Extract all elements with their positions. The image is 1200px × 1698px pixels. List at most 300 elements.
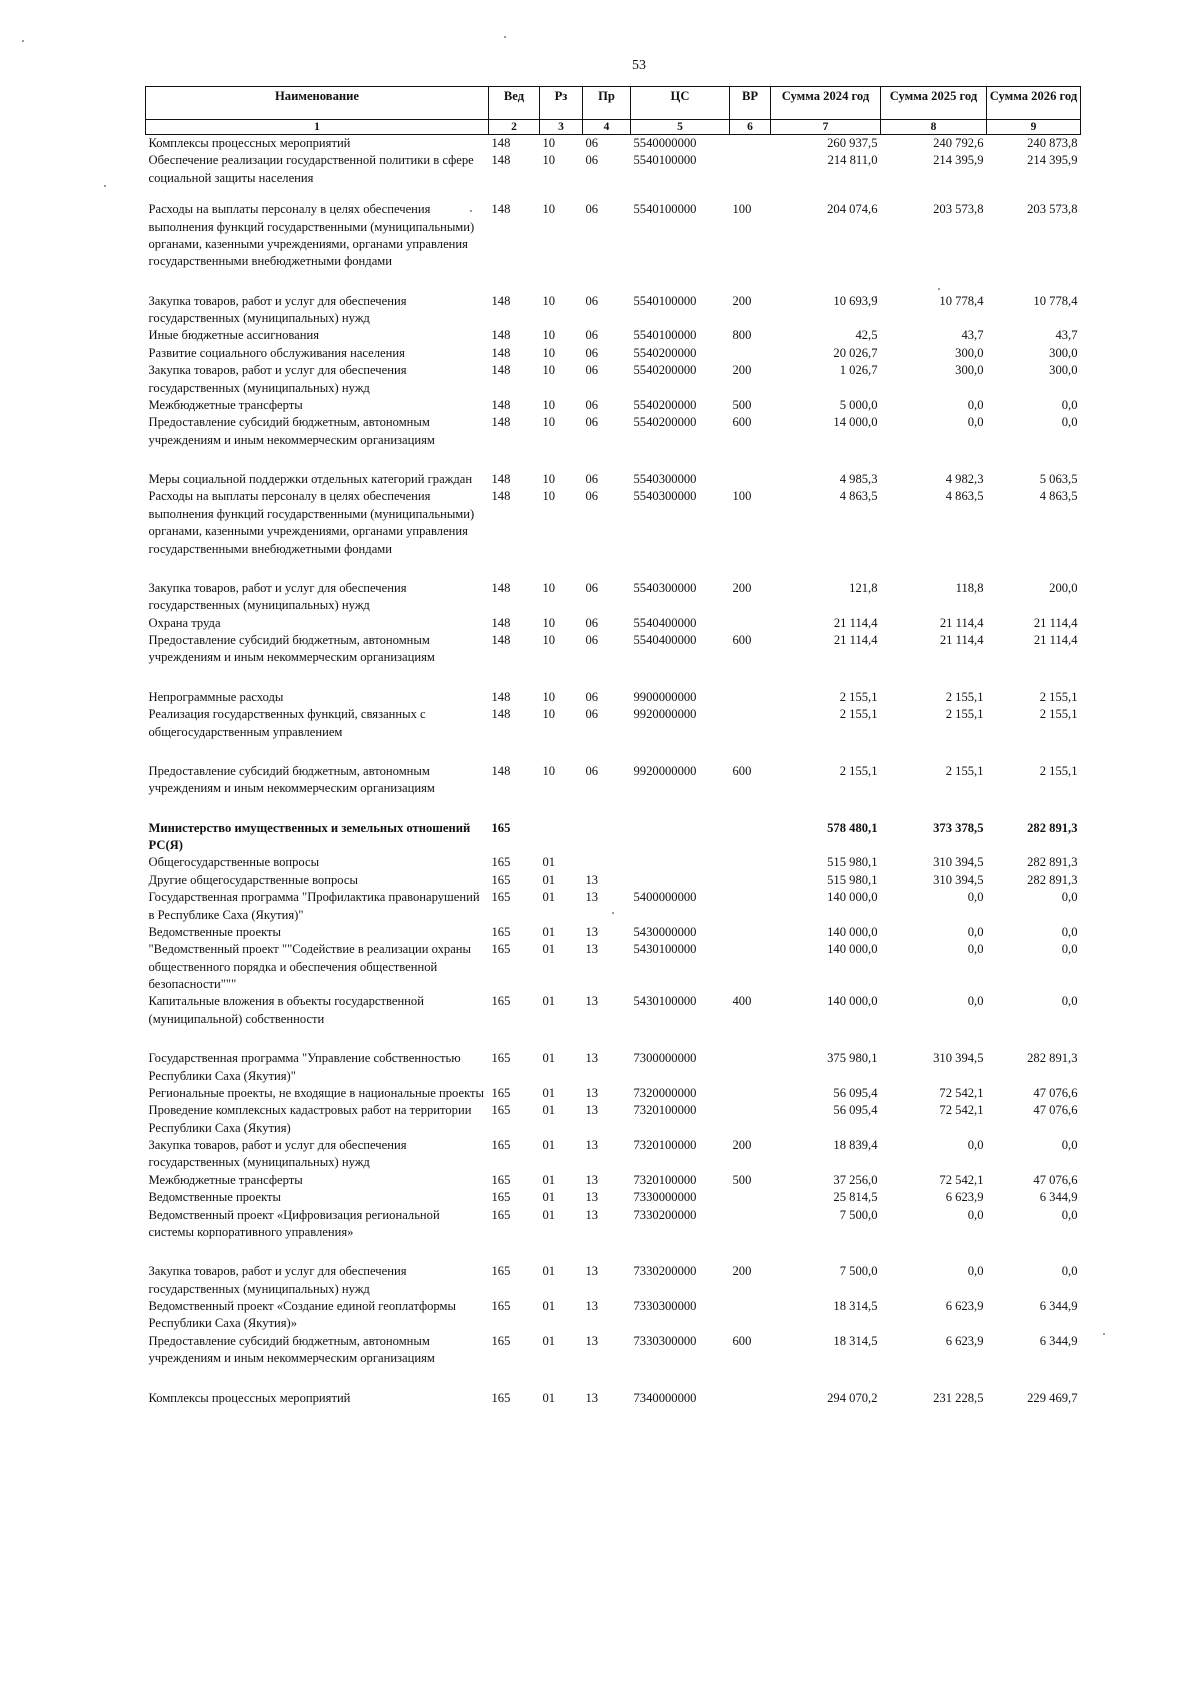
row-pr: 06 <box>585 363 599 378</box>
row-sum-2026: 5 063,5 <box>1039 472 1078 486</box>
row-ved: 165 <box>491 820 511 835</box>
row-name: Общегосударственные вопросы <box>148 855 320 870</box>
row-cs: 7330200000 <box>633 1207 697 1222</box>
table-row <box>146 345 1081 362</box>
row-sum-2025: 373 378,5 <box>933 820 984 835</box>
row-sum-2025: 0,0 <box>967 1207 984 1222</box>
row-name: Закупка товаров, работ и услуг для обеспечения государственных (муниципальных) нужд <box>148 293 407 325</box>
row-sum-2025: 10 778,4 <box>939 293 984 308</box>
table-row <box>146 293 1081 328</box>
row-cs: 7300000000 <box>633 1051 697 1066</box>
row-pr: 06 <box>585 689 599 704</box>
row-vr <box>730 471 771 488</box>
row-pr: 06 <box>585 472 599 486</box>
table-row <box>146 689 1081 706</box>
row-ved: 148 <box>491 363 511 378</box>
row-pr: 06 <box>585 293 599 308</box>
row-pr: 06 <box>585 328 599 343</box>
row-sum-2025: 4 863,5 <box>945 489 984 504</box>
row-sum-2024: 214 811,0 <box>827 153 878 168</box>
row-vr <box>730 689 771 706</box>
row-sum-2025: 118,8 <box>955 580 984 595</box>
table-row <box>146 580 1081 615</box>
row-name: Ведомственный проект «Цифровизация региональной системы корпоративного управления» <box>148 1207 440 1239</box>
row-ved: 148 <box>491 615 511 630</box>
row-vr: 200 <box>732 1138 752 1152</box>
row-vr <box>730 889 771 924</box>
row-ved: 148 <box>491 633 511 647</box>
row-cs: 5540400000 <box>633 633 697 647</box>
row-ved: 165 <box>491 924 511 939</box>
row-sum-2025: 43,7 <box>961 328 984 343</box>
table-row <box>146 1207 1081 1264</box>
column-number: 2 <box>489 120 540 135</box>
row-ved: 148 <box>491 763 511 778</box>
row-rz: 10 <box>542 136 556 150</box>
page-number: 53 <box>632 58 646 73</box>
row-name: Проведение комплексных кадастровых работ на территории Республики Саха (Якутия) <box>148 1103 472 1135</box>
row-cs: 5430100000 <box>633 942 697 957</box>
row-rz: 01 <box>542 924 556 939</box>
row-pr: 13 <box>585 1085 599 1100</box>
row-name: Предоставление субсидий бюджетным, автономным учреждениям и иным некоммерческим организациям <box>148 415 435 447</box>
row-sum-2024: 7 500,0 <box>839 1264 878 1279</box>
row-sum-2025: 0,0 <box>967 415 984 430</box>
row-name: Меры социальной поддержки отдельных категорий граждан <box>148 472 473 486</box>
row-sum-2026: 21 114,4 <box>1033 615 1078 630</box>
row-name: Министерство имущественных и земельных отношений РС(Я) <box>148 820 471 852</box>
row-rz: 01 <box>542 1172 556 1187</box>
row-ved: 148 <box>491 293 511 308</box>
row-sum-2025: 72 542,1 <box>939 1103 984 1118</box>
row-pr: 13 <box>585 942 599 957</box>
row-sum-2025: 0,0 <box>967 890 984 905</box>
row-ved: 165 <box>491 1085 511 1100</box>
row-ved: 148 <box>491 345 511 360</box>
row-pr: 13 <box>585 1172 599 1187</box>
row-name: "Ведомственный проект ""Содействие в реализации охраны общественного порядка и обеспечения общественной безопасности""" <box>148 942 471 991</box>
row-sum-2024: 204 074,6 <box>827 202 878 217</box>
row-name: Предоставление субсидий бюджетным, автономным учреждениям и иным некоммерческим организациям <box>148 1333 435 1366</box>
row-ved: 165 <box>491 1103 511 1118</box>
row-sum-2024: 10 693,9 <box>833 293 878 308</box>
row-sum-2026: 10 778,4 <box>1033 293 1078 308</box>
row-rz: 10 <box>542 489 556 504</box>
row-cs <box>631 872 730 889</box>
table-row <box>146 854 1081 871</box>
row-vr <box>730 1085 771 1102</box>
row-sum-2026: 6 344,9 <box>1039 1190 1078 1205</box>
row-cs: 5540300000 <box>633 580 697 595</box>
row-ved: 148 <box>491 153 511 168</box>
row-sum-2024: 20 026,7 <box>833 345 878 360</box>
row-name: Ведомственные проекты <box>148 924 281 939</box>
scan-speck <box>104 185 106 187</box>
row-pr: 06 <box>585 415 599 430</box>
row-cs: 5430000000 <box>633 924 697 939</box>
row-rz <box>540 820 583 855</box>
row-name: Ведомственный проект «Создание единой геоплатформы Республики Саха (Якутия)» <box>148 1299 456 1331</box>
row-sum-2025: 2 155,1 <box>945 689 984 704</box>
row-sum-2026: 300,0 <box>1049 345 1078 360</box>
row-rz: 10 <box>542 363 556 378</box>
row-cs: 5540100000 <box>633 153 697 168</box>
row-sum-2025: 4 982,3 <box>945 472 984 486</box>
row-pr: 13 <box>585 924 599 939</box>
table-row <box>146 1137 1081 1172</box>
row-sum-2025: 6 623,9 <box>945 1333 984 1348</box>
row-ved: 148 <box>491 472 511 486</box>
table-row <box>146 820 1081 855</box>
row-sum-2024: 515 980,1 <box>827 872 878 887</box>
row-name: Обеспечение реализации государственной политики в сфере социальной защиты населения <box>148 153 474 185</box>
row-rz: 01 <box>542 1103 556 1118</box>
row-sum-2026: 47 076,6 <box>1033 1103 1078 1118</box>
row-sum-2026: 0,0 <box>1061 397 1078 412</box>
row-sum-2026: 0,0 <box>1061 1264 1078 1279</box>
row-rz: 10 <box>542 580 556 595</box>
row-vr <box>730 941 771 993</box>
table-row <box>146 615 1081 632</box>
row-sum-2025: 0,0 <box>967 942 984 957</box>
row-cs: 9920000000 <box>633 763 697 778</box>
row-pr: 06 <box>585 136 599 150</box>
row-sum-2026: 203 573,8 <box>1027 202 1078 217</box>
row-name: Непрограммные расходы <box>148 689 284 704</box>
row-pr: 06 <box>585 397 599 412</box>
row-rz: 10 <box>542 763 556 778</box>
row-sum-2024: 2 155,1 <box>839 689 878 704</box>
row-sum-2024: 25 814,5 <box>833 1190 878 1205</box>
row-vr <box>730 1102 771 1137</box>
row-sum-2024: 18 314,5 <box>833 1333 878 1348</box>
row-cs: 5540400000 <box>633 615 697 630</box>
row-vr: 200 <box>732 580 752 595</box>
table-row <box>146 1050 1081 1085</box>
row-sum-2026: 43,7 <box>1055 328 1078 343</box>
row-sum-2024: 140 000,0 <box>827 994 878 1009</box>
row-sum-2025: 0,0 <box>967 924 984 939</box>
row-sum-2026: 229 469,7 <box>1027 1390 1078 1405</box>
row-name: Комплексы процессных мероприятий <box>148 136 351 150</box>
row-name: Капитальные вложения в объекты государственной (муниципальной) собственности <box>148 994 424 1026</box>
row-cs: 5540200000 <box>633 345 697 360</box>
row-rz: 10 <box>542 397 556 412</box>
row-vr <box>730 135 771 153</box>
row-rz: 01 <box>542 1190 556 1205</box>
row-vr: 200 <box>732 363 752 378</box>
row-cs: 9900000000 <box>633 689 697 704</box>
row-cs: 7340000000 <box>633 1390 697 1405</box>
scan-speck <box>1103 1333 1105 1335</box>
row-rz: 01 <box>542 890 556 905</box>
row-vr: 200 <box>732 293 752 308</box>
row-sum-2024: 18 314,5 <box>833 1299 878 1313</box>
row-cs: 5540200000 <box>633 397 697 412</box>
header-row <box>146 87 1081 120</box>
row-pr: 06 <box>585 633 599 647</box>
row-pr: 06 <box>585 615 599 630</box>
row-pr: 13 <box>585 1051 599 1066</box>
row-rz: 01 <box>542 1051 556 1066</box>
table-row <box>146 889 1081 924</box>
row-pr <box>583 820 631 855</box>
header-cell: Рз <box>540 87 583 120</box>
row-rz: 10 <box>542 633 556 647</box>
row-cs: 5540100000 <box>633 293 697 308</box>
row-vr <box>730 1050 771 1085</box>
row-vr <box>730 924 771 941</box>
row-cs: 7320100000 <box>633 1138 697 1152</box>
row-pr: 06 <box>585 707 599 722</box>
row-rz: 10 <box>542 707 556 722</box>
row-vr <box>730 615 771 632</box>
row-ved: 165 <box>491 1172 511 1187</box>
table-body <box>146 135 1081 1407</box>
row-ved: 148 <box>491 136 511 150</box>
row-pr: 13 <box>585 890 599 905</box>
row-vr: 100 <box>732 489 752 504</box>
table-row <box>146 1102 1081 1137</box>
row-name: Расходы на выплаты персоналу в целях обеспечения выполнения функций государственными (муниципальными) органами, казенными учреждениями, органами управления государственными внебюджетными фондами <box>148 489 475 556</box>
row-sum-2025: 214 395,9 <box>933 153 984 168</box>
column-number: 9 <box>987 120 1081 135</box>
row-sum-2024: 56 095,4 <box>833 1085 878 1100</box>
row-ved: 165 <box>491 1051 511 1066</box>
row-pr: 13 <box>585 1138 599 1152</box>
row-sum-2024: 515 980,1 <box>827 855 878 870</box>
row-sum-2025: 6 623,9 <box>945 1190 984 1205</box>
header-cell: ВР <box>730 87 771 120</box>
row-cs: 5400000000 <box>633 890 697 905</box>
row-cs: 7330000000 <box>633 1190 697 1205</box>
row-sum-2025: 300,0 <box>955 345 984 360</box>
row-pr: 06 <box>585 580 599 595</box>
row-pr: 13 <box>585 872 599 887</box>
row-sum-2024: 14 000,0 <box>833 415 878 430</box>
row-sum-2024: 2 155,1 <box>839 763 878 778</box>
row-vr <box>730 152 771 201</box>
row-pr: 06 <box>585 763 599 778</box>
row-sum-2026: 282 891,3 <box>1027 820 1078 835</box>
row-name: Межбюджетные трансферты <box>148 397 303 412</box>
row-sum-2025: 6 623,9 <box>945 1299 984 1313</box>
row-sum-2026: 282 891,3 <box>1027 1051 1078 1066</box>
row-sum-2024: 375 980,1 <box>827 1051 878 1066</box>
row-rz: 10 <box>542 345 556 360</box>
row-rz: 10 <box>542 202 556 217</box>
row-vr: 600 <box>732 1333 752 1348</box>
row-ved: 148 <box>491 707 511 722</box>
table-row <box>146 763 1081 820</box>
row-ved: 148 <box>491 202 511 217</box>
row-sum-2024: 4 863,5 <box>839 489 878 504</box>
table-row <box>146 1172 1081 1189</box>
row-pr: 13 <box>585 1264 599 1279</box>
row-name: Развитие социального обслуживания населения <box>148 345 405 360</box>
row-sum-2026: 214 395,9 <box>1027 153 1078 168</box>
row-cs: 9920000000 <box>633 707 697 722</box>
row-ved: 148 <box>491 397 511 412</box>
column-number: 6 <box>730 120 771 135</box>
row-sum-2025: 72 542,1 <box>939 1172 984 1187</box>
row-cs <box>631 820 730 855</box>
row-cs: 7330300000 <box>633 1333 697 1348</box>
budget-table <box>145 86 1081 1407</box>
row-ved: 165 <box>491 855 511 870</box>
row-ved: 148 <box>491 328 511 343</box>
header-cell: Наименование <box>146 87 489 120</box>
table-row <box>146 632 1081 689</box>
row-vr: 400 <box>732 994 752 1009</box>
row-name: Иные бюджетные ассигнования <box>148 328 320 343</box>
row-sum-2026: 0,0 <box>1061 415 1078 430</box>
table-row <box>146 1085 1081 1102</box>
row-vr <box>730 345 771 362</box>
row-vr <box>730 1189 771 1206</box>
row-sum-2024: 42,5 <box>855 328 878 343</box>
row-ved: 165 <box>491 1190 511 1205</box>
row-sum-2026: 2 155,1 <box>1039 763 1078 778</box>
row-name: Расходы на выплаты персоналу в целях обеспечения выполнения функций государственными (муниципальными) органами, казенными учреждениями, органами управления государственными внебюджетными фондами <box>148 202 475 269</box>
table-header <box>146 87 1081 135</box>
row-sum-2026: 0,0 <box>1061 942 1078 957</box>
row-vr <box>730 1390 771 1407</box>
row-sum-2024: 140 000,0 <box>827 942 878 957</box>
row-cs: 7330200000 <box>633 1264 697 1279</box>
row-ved: 165 <box>491 1264 511 1279</box>
row-ved: 165 <box>491 872 511 887</box>
row-name: Комплексы процессных мероприятий <box>148 1390 351 1405</box>
table-row <box>146 924 1081 941</box>
row-sum-2026: 0,0 <box>1061 1207 1078 1222</box>
row-sum-2024: 1 026,7 <box>839 363 878 378</box>
row-rz: 01 <box>542 1390 556 1405</box>
row-sum-2026: 0,0 <box>1061 890 1078 905</box>
header-cell: Сумма 2024 год <box>771 87 881 120</box>
row-rz: 10 <box>542 689 556 704</box>
row-vr: 500 <box>732 397 752 412</box>
table-row <box>146 362 1081 397</box>
row-cs: 5540000000 <box>633 136 697 150</box>
row-sum-2024: 294 070,2 <box>827 1390 878 1405</box>
row-sum-2025: 310 394,5 <box>933 872 984 887</box>
row-sum-2024: 5 000,0 <box>839 397 878 412</box>
row-sum-2025: 72 542,1 <box>939 1085 984 1100</box>
row-sum-2024: 2 155,1 <box>839 707 878 722</box>
row-vr <box>730 1207 771 1264</box>
row-sum-2025: 0,0 <box>967 1138 984 1152</box>
column-number: 7 <box>771 120 881 135</box>
row-vr: 100 <box>732 202 752 217</box>
row-cs: 5540200000 <box>633 415 697 430</box>
row-sum-2026: 0,0 <box>1061 1138 1078 1152</box>
row-sum-2024: 37 256,0 <box>833 1172 878 1187</box>
row-vr <box>730 854 771 871</box>
row-sum-2024: 21 114,4 <box>833 615 878 630</box>
row-sum-2025: 203 573,8 <box>933 202 984 217</box>
table-row <box>146 135 1081 153</box>
row-name: Региональные проекты, не входящие в национальные проекты <box>148 1085 484 1100</box>
row-sum-2024: 4 985,3 <box>839 472 878 486</box>
row-rz: 01 <box>542 1333 556 1348</box>
row-rz: 01 <box>542 994 556 1009</box>
row-pr: 06 <box>585 345 599 360</box>
column-number: 1 <box>146 120 489 135</box>
row-cs: 7320100000 <box>633 1103 697 1118</box>
row-cs: 5540300000 <box>633 489 697 504</box>
table-row <box>146 327 1081 344</box>
row-vr <box>730 706 771 763</box>
table-row <box>146 706 1081 763</box>
row-sum-2024: 260 937,5 <box>827 136 878 150</box>
header-cell: Сумма 2025 год <box>881 87 987 120</box>
row-vr: 800 <box>732 328 752 343</box>
row-sum-2026: 0,0 <box>1061 994 1078 1009</box>
row-vr <box>730 820 771 855</box>
row-pr: 06 <box>585 489 599 504</box>
row-pr: 13 <box>585 1190 599 1205</box>
row-sum-2026: 4 863,5 <box>1039 489 1078 504</box>
row-cs: 7320000000 <box>633 1085 697 1100</box>
header-cell: Вед <box>489 87 540 120</box>
header-cell: ЦС <box>631 87 730 120</box>
row-rz: 10 <box>542 328 556 343</box>
row-rz: 01 <box>542 942 556 957</box>
table-row <box>146 152 1081 201</box>
row-vr <box>730 1298 771 1333</box>
row-sum-2026: 47 076,6 <box>1033 1085 1078 1100</box>
row-rz: 01 <box>542 1207 556 1222</box>
header-cell: Сумма 2026 год <box>987 87 1081 120</box>
row-ved: 165 <box>491 1390 511 1405</box>
row-name: Предоставление субсидий бюджетным, автономным учреждениям и иным некоммерческим организациям <box>148 763 435 796</box>
row-sum-2026: 2 155,1 <box>1039 707 1078 722</box>
row-sum-2025: 0,0 <box>967 994 984 1009</box>
column-number-row <box>146 120 1081 135</box>
header-cell: Пр <box>583 87 631 120</box>
table-row <box>146 488 1081 580</box>
row-sum-2024: 140 000,0 <box>827 924 878 939</box>
table-row <box>146 1333 1081 1390</box>
row-cs: 5540200000 <box>633 363 697 378</box>
row-sum-2025: 300,0 <box>955 363 984 378</box>
row-sum-2026: 282 891,3 <box>1027 872 1078 887</box>
column-number: 4 <box>583 120 631 135</box>
table-row <box>146 872 1081 889</box>
row-sum-2025: 231 228,5 <box>933 1390 984 1405</box>
row-sum-2026: 47 076,6 <box>1033 1172 1078 1187</box>
row-pr <box>583 854 631 871</box>
row-name: Предоставление субсидий бюджетным, автономным учреждениям и иным некоммерческим организациям <box>148 633 435 665</box>
row-ved: 165 <box>491 994 511 1009</box>
table-row <box>146 993 1081 1050</box>
row-sum-2025: 310 394,5 <box>933 1051 984 1066</box>
row-sum-2026: 21 114,4 <box>1033 633 1078 647</box>
row-pr: 13 <box>585 1103 599 1118</box>
row-rz: 10 <box>542 472 556 486</box>
row-rz: 01 <box>542 872 556 887</box>
row-ved: 165 <box>491 1299 511 1313</box>
row-sum-2026: 300,0 <box>1049 363 1078 378</box>
table-row <box>146 471 1081 488</box>
row-cs: 7330300000 <box>633 1299 697 1313</box>
row-sum-2026: 200,0 <box>1049 580 1078 595</box>
row-sum-2024: 18 839,4 <box>833 1138 878 1152</box>
row-rz: 01 <box>542 1264 556 1279</box>
row-vr <box>730 872 771 889</box>
row-sum-2026: 6 344,9 <box>1039 1299 1078 1313</box>
